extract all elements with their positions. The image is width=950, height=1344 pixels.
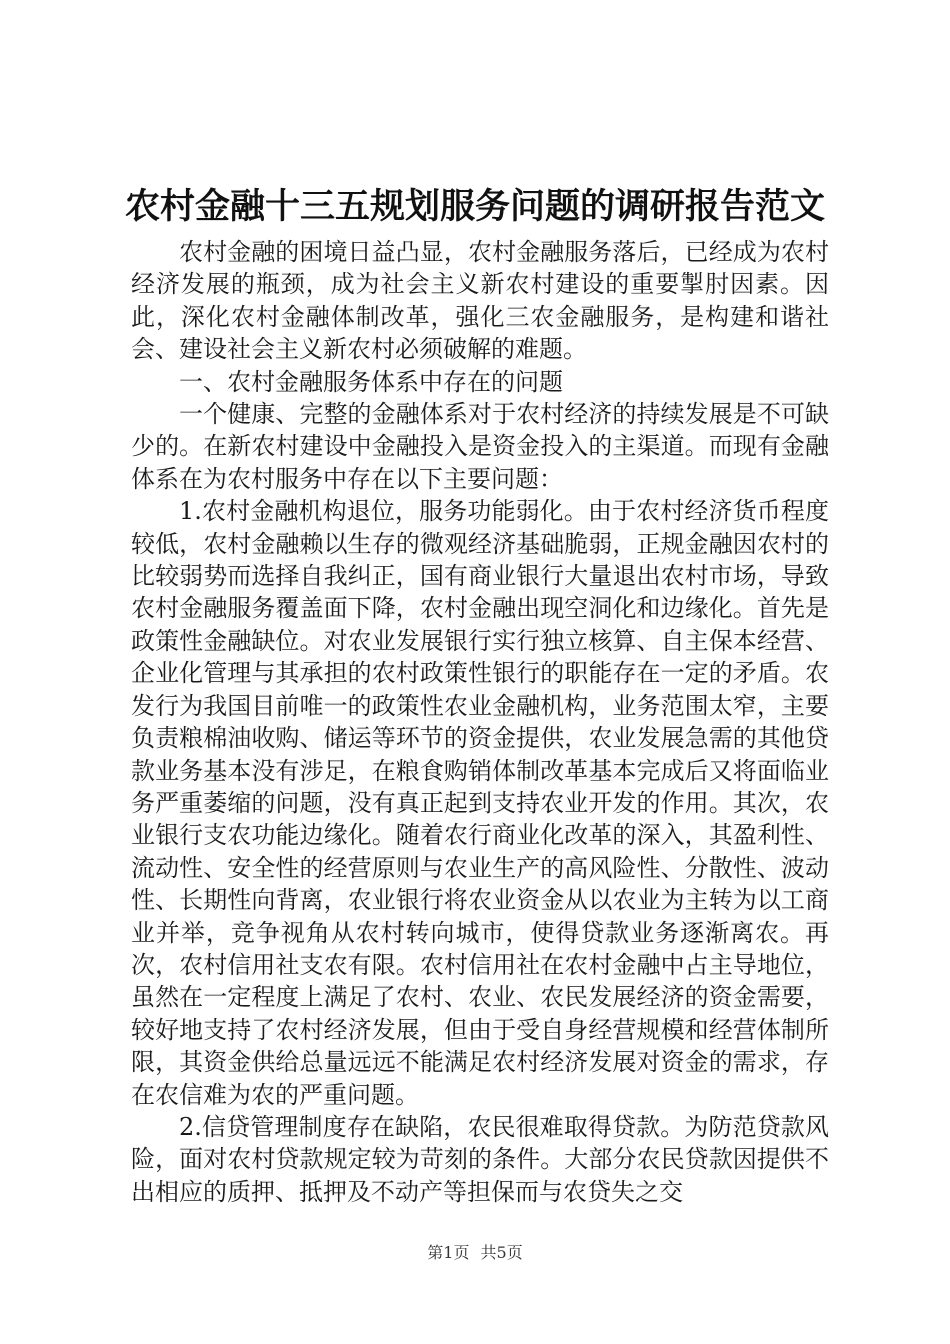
paragraph-intro: 农村金融的困境日益凸显，农村金融服务落后，已经成为农村经济发展的瓶颈，成为社会主义新农村建设的重要掣肘因素。因此，深化农村金融体制改革，强化三农金融服务，是构建和谐社会、建设社会主义新农村必须破解的难题。 [131,238,829,364]
page-total: 共5页 [480,1243,523,1262]
page-number: 第1页 [427,1243,470,1262]
paragraph-overview: 一个健康、完整的金融体系对于农村经济的持续发展是不可缺少的。在新农村建设中金融投入是资金投入的主渠道。而现有金融体系在为农村服务中存在以下主要问题： [131,400,829,493]
section-heading: 一、农村金融服务体系中存在的问题 [179,367,563,396]
paragraph-point-2: 2.信贷管理制度存在缺陷，农民很难取得贷款。为防范贷款风险，面对农村贷款规定较为苛刻的条件。大部分农民贷款因提供不出相应的质押、抵押及不动产等担保而与农贷失之交 [131,1112,829,1206]
document-body [131,236,829,1208]
document-title: 农村金融十三五规划服务问题的调研报告范文 [124,186,825,227]
page-footer [0,1242,950,1264]
paragraph-point-1: 1.农村金融机构退位，服务功能弱化。由于农村经济货币程度较低，农村金融赖以生存的微观经济基础脆弱，正规金融因农村的比较弱势而选择自我纠正，国有商业银行大量退出农村市场，导致农村金融服务覆盖面下降，农村金融出现空洞化和边缘化。首先是政策性金融缺位。对农业发展银行实行独立核算、自主保本经营、企业化管理与其承担的农村政策性银行的职能存在一定的矛盾。农发行为我国目前唯一的政策性农业金融机构，业务范围太窄，主要负责粮棉油收购、储运等环节的资金提供，农业发展急需的其他贷款业务基本没有涉足，在粮食购销体制改革基本完成后又将面临业务严重萎缩的问题，没有真正起到支持农业开发的作用。其次，农业银行支农功能边缘化。随着农行商业化改革的深入，其盈利性、流动性、安全性的经营原则与农业生产的高风险性、分散性、波动性、长期性向背离，农业银行将农业资金从以农业为主转为以工商业并举，竞争视角从农村转向城市，使得贷款业务逐渐离农。再次，农村信用社支农有限。农村信用社在农村金融中占主导地位，虽然在一定程度上满足了农村、农业、农民发展经济的资金需要，较好地支持了农村经济发展，但由于受自身经营规模和经营体制所限，其资金供给总量远远不能满足农村经济发展对资金的需求，存在农信难为农的严重问题。 [131,497,829,1109]
